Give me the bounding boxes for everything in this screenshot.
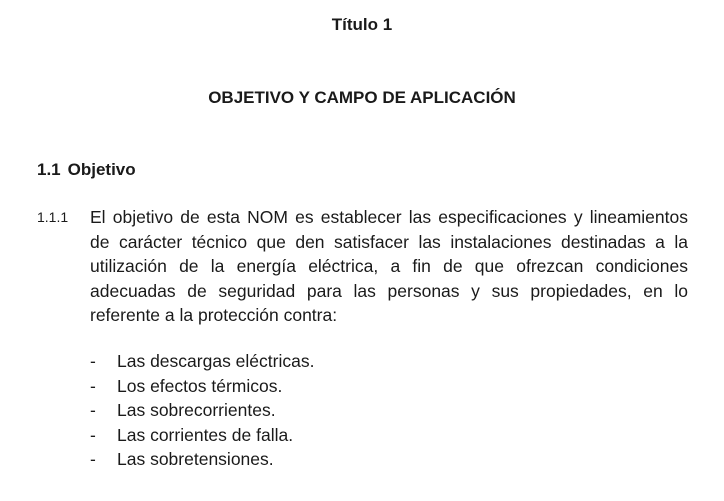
list-item-text: Los efectos térmicos. — [117, 375, 283, 396]
list-dash: - — [90, 424, 96, 445]
section-number: 1.1 — [37, 160, 61, 179]
document-title: Título 1 — [331, 15, 393, 34]
chapter-heading: OBJETIVO Y CAMPO DE APLICACIÓN — [208, 88, 516, 107]
list-dash: - — [90, 449, 96, 469]
list-item — [90, 349, 688, 374]
list-item — [90, 423, 688, 448]
list-item-text: Las sobretensiones. — [117, 449, 274, 469]
list-dash: - — [90, 351, 96, 371]
list-item-text: Las corrientes de falla. — [117, 424, 294, 445]
clause-number: 1.1.1 — [37, 209, 69, 225]
list-item-text: Las sobrecorrientes. — [117, 400, 276, 420]
list-dash: - — [90, 375, 96, 396]
list-item — [90, 398, 688, 423]
list-item-text: Las descargas eléctricas. — [117, 351, 315, 371]
section-title: Objetivo — [67, 160, 136, 179]
list-item — [90, 374, 688, 399]
section-heading — [37, 160, 136, 180]
clause-paragraph: El objetivo de esta NOM es establecer las especificaciones y lineamientos de carácter técnico que den satisfacer las instalaciones destinadas a la utilización de la energía eléctrica, a fin de que ofrezcan condiciones adecuadas de seguridad para las personas y sus propiedades, en lo referente a la protección contra: — [90, 207, 688, 325]
list-item — [90, 447, 688, 472]
protection-list — [90, 349, 688, 472]
list-dash: - — [90, 400, 96, 420]
